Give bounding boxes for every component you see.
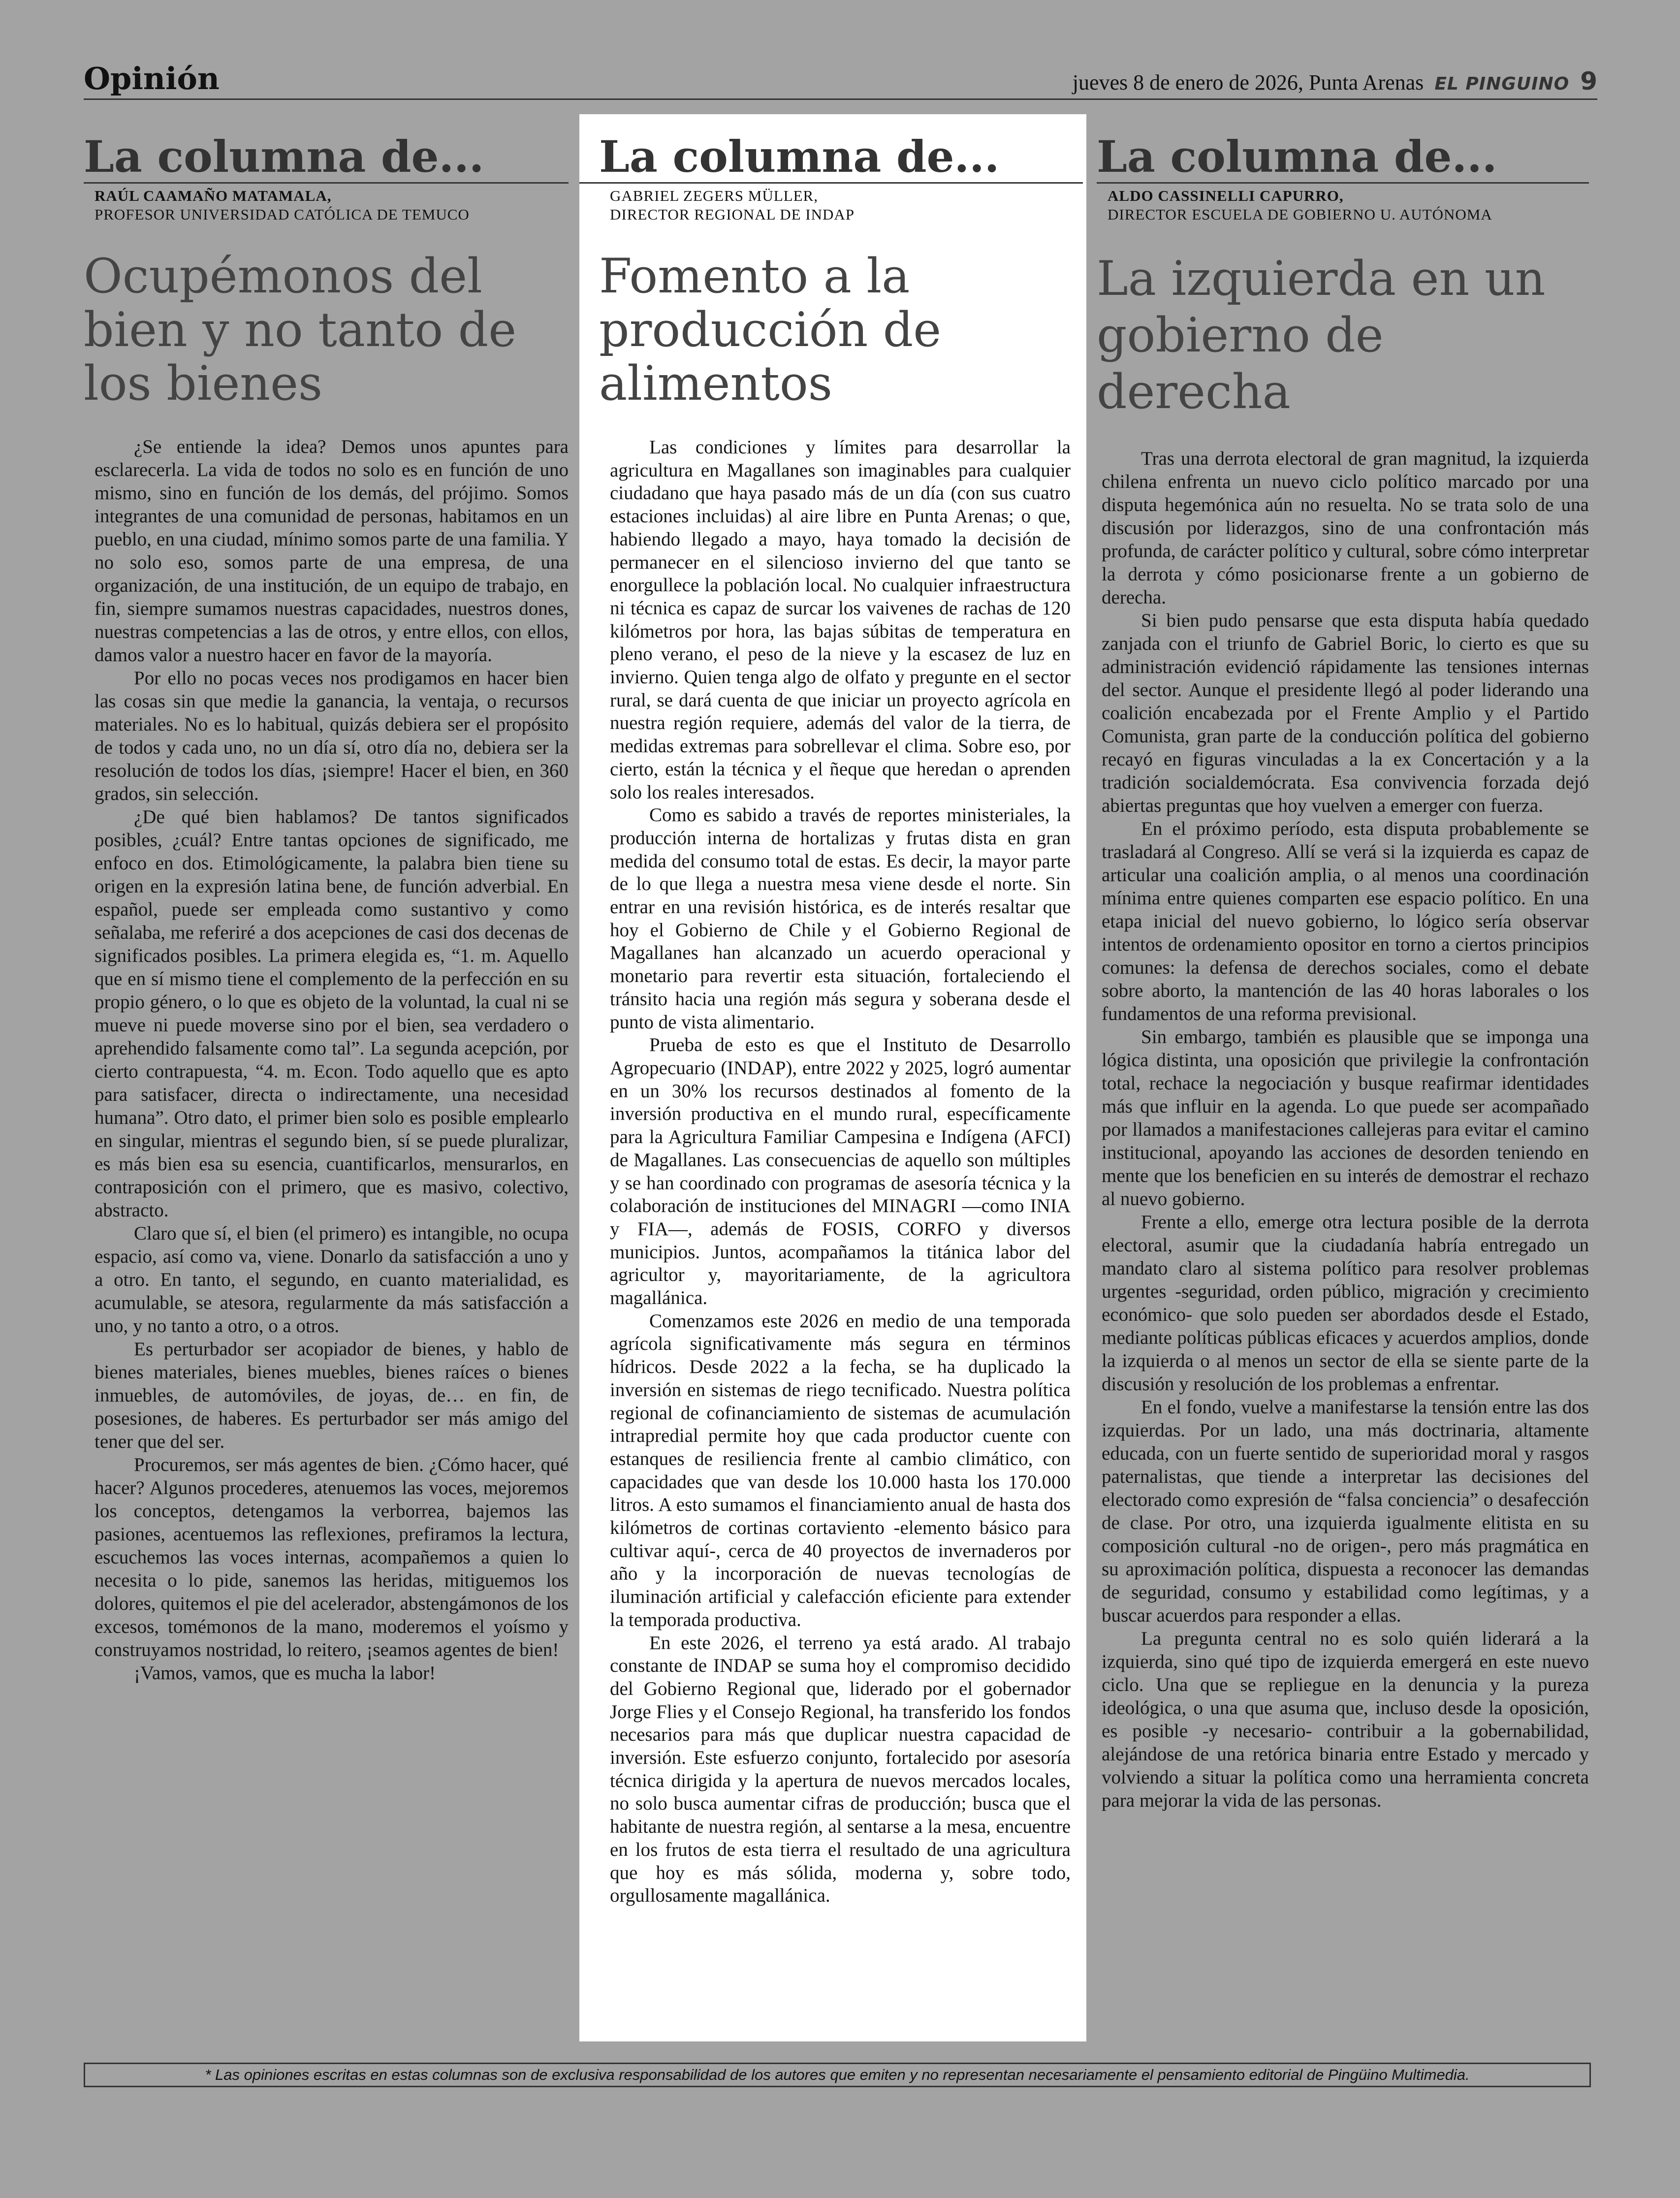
article-body <box>579 436 1086 1908</box>
author-role: DIRECTOR REGIONAL DE INDAP <box>610 206 855 223</box>
disclaimer-footer: * Las opiniones escritas en estas columnas son de exclusiva responsabilidad de los autores que emiten y no representan necesariamente el pensamiento editorial de Pingüino Multimedia. <box>84 2063 1591 2087</box>
paragraph: ¿De qué bien hablamos? De tantos significados posibles, ¿cuál? Entre tantas opciones de significado, me enfoco en dos. Etimológicamente, la palabra bien tiene su origen en la expresión latina bene, de función adverbial. En español, puede ser empleada como sustantivo y como señalaba, me referiré a dos acepciones de casi dos decenas de significados posibles. La primera elegida es, “1. m. Aquello que en sí mismo tiene el complemento de la perfección en su propio género, o lo que es objeto de la voluntad, la cual ni se mueve ni puede moverse sino por el bien, sea verdadero o aprehendido falsamente como tal”. La segunda acepción, por cierto contrapuesta, “4. m. Econ. Todo aquello que es apto para satisfacer, directa o indirectamente, una necesidad humana”. Otro dato, el primer bien solo es posible emplearlo en singular, mientras el segundo bien, sí se puede pluralizar, es más bien esa su esencia, cuantificarlos, mensurarlos, en contraposición con el primero, que es masivo, colectivo, abstracto. <box>95 806 569 1221</box>
paragraph: Como es sabido a través de reportes ministeriales, la producción interna de hortalizas y frutas dista en gran medida del consumo total de estas. Es decir, la mayor parte de lo que llega a nuestra mesa viene desde el norte. Sin entrar en una revisión histórica, es de interés resaltar que hoy el Gobierno de Chile y el Gobierno Regional de Magallanes han alcanzado un acuerdo operacional y monetario para revertir esta situación, fortaleciendo el tránsito hacia una región más segura y soberana desde el punto de vista alimentario. <box>610 804 1071 1033</box>
column-heading: La columna de... <box>1097 114 1589 184</box>
author-byline <box>579 187 1086 224</box>
author-role: PROFESOR UNIVERSIDAD CATÓLICA DE TEMUCO <box>95 206 470 223</box>
paragraph: Es perturbador ser acopiador de bienes, y hablo de bienes materiales, bienes muebles, bienes raíces o bienes inmuebles, de automóviles, de joyas, de… en fin, de posesiones, de haberes. Es perturbador ser más amigo del tener que del ser. <box>95 1338 569 1452</box>
newspaper-logo: EL PINGUINO <box>1434 74 1570 94</box>
paragraph: Si bien pudo pensarse que esta disputa había quedado zanjada con el triunfo de Gabriel Boric, lo cierto es que su administración evidenció rápidamente las tensiones internas del sector. Aunque el presidente llegó al poder liderando una coalición encabezada por el Frente Amplio y el Partido Comunista, gran parte de la conducción política del gobierno recayó en figuras vinculadas a la ex Concertación y a la tradición socialdemócrata. Esa convivencia forzada dejó abiertas preguntas que hoy vuelven a emerger con fuerza. <box>1102 610 1589 816</box>
header-meta <box>1073 67 1597 96</box>
paragraph: En este 2026, el terreno ya está arado. Al trabajo constante de INDAP se suma hoy el compromiso decidido del Gobierno Regional que, liderado por el gobernador Jorge Flies y el Consejo Regional, ha transferido los fondos necesarios para más que duplicar nuestra capacidad de inversión. Este esfuerzo conjunto, fortalecido por asesoría técnica dirigida y la apertura de nuevos mercados locales, no solo busca aumentar cifras de producción; busca que el habitante de nuestra región, al sentarse a la mesa, encuentre en los frutos de esta tierra el resultado de una agricultura que hoy es más sólida, moderna y, sobre todo, orgullosamente magallánica. <box>610 1632 1071 1907</box>
paragraph: Claro que sí, el bien (el primero) es intangible, no ocupa espacio, así como va, viene. Donarlo da satisfacción a uno y a otro. En tanto, el segundo, en cuanto materialidad, es acumulable, se atesora, regularmente da más satisfacción a uno, y no tanto a otro, o a otros. <box>95 1223 569 1337</box>
paragraph: En el fondo, vuelve a manifestarse la tensión entre las dos izquierdas. Por un lado, una más doctrinaria, altamente educada, con un fuerte sentido de superioridad moral y rasgos paternalistas, que tiende a interpretar las decisiones del electorado como expresión de “falsa conciencia” o desafección de clase. Por otro, una izquierda igualmente elitista en su composición cultural -no de origen-, pero más pragmática en su aproximación política, dispuesta a reconocer las demandas de seguridad, consumo y estabilidad como legítimas, y a buscar acuerdos para responder a ellas. <box>1102 1397 1589 1626</box>
paragraph: Prueba de esto es que el Instituto de Desarrollo Agropecuario (INDAP), entre 2022 y 2025, logró aumentar en un 30% los recursos destinados al fomento de la inversión productiva en el mundo rural, específicamente para la Agricultura Familiar Campesina e Indígena (AFCI) de Magallanes. Las consecuencias de aquello son múltiples y se han coordinado con programas de asesoría técnica y la colaboración de instituciones del MINAGRI —como INIA y FIA—, además de FOSIS, CORFO y diversos municipios. Juntos, acompañamos la titánica labor del agricultor y, mayoritariamente, de la agricultora magallánica. <box>610 1034 1071 1309</box>
article-title: La izquierda en un gobierno de derecha <box>1097 251 1546 419</box>
author-name: GABRIEL ZEGERS MÜLLER, <box>610 187 818 204</box>
author-role: DIRECTOR ESCUELA DE GOBIERNO U. AUTÓNOMA <box>1108 206 1492 223</box>
paragraph: Frente a ello, emerge otra lectura posible de la derrota electoral, asumir que la ciudadanía habría entregado un mandato claro al sistema político para resolver problemas urgentes -seguridad, orden público, migración y crecimiento económico- que solo pueden ser abordados desde el Estado, mediante políticas públicas eficaces y acuerdos amplios, donde la izquierda o al menos un sector de ella se siente parte de la discusión y resolución de los problemas a enfrentar. <box>1102 1211 1589 1395</box>
author-byline <box>84 187 569 224</box>
paragraph: Comenzamos este 2026 en medio de una temporada agrícola significativamente más segura en términos hídricos. Desde 2022 a la fecha, se ha duplicado la inversión en sistemas de riego tecnificado. Nuestra política regional de cofinanciamiento de sistemas de acumulación intrapredial permite hoy que cada productor cuente con estanques de resiliencia frente al cambio climático, con capacidades que van desde los 10.000 hasta los 170.000 litros. A esto sumamos el financiamiento anual de hasta dos kilómetros de cortinas cortaviento -elemento básico para cultivar aquí-, cerca de 40 proyectos de invernaderos por año y la incorporación de nuevas tecnologías de iluminación artificial y calefacción eficiente para extender la temporada productiva. <box>610 1310 1071 1630</box>
article-title: Fomento a la producción de alimentos <box>599 249 942 411</box>
article-body <box>84 435 569 1685</box>
column-heading: La columna de... <box>579 114 1083 184</box>
page-header <box>84 58 1597 100</box>
article-title: Ocupémonos del bien y no tanto de los bienes <box>84 249 516 411</box>
paragraph: Procuremos, ser más agentes de bien. ¿Cómo hacer, qué hacer? Algunos procederes, atenuemos las voces, mejoremos los conceptos, detengamos la verborrea, bajemos las pasiones, acentuemos las reflexiones, prefiramos la lectura, escuchemos las voces internas, acompañemos a quien lo necesita o lo pide, sanemos las heridas, mitiguemos los dolores, quitemos el pie del acelerador, abstengámonos de los excesos, tomémonos de la mano, moderemos el yoísmo y construyamos nostridad, lo reitero, ¡seamos agentes de bien! <box>95 1454 569 1660</box>
paragraph: ¿Se entiende la idea? Demos unos apuntes para esclarecerla. La vida de todos no solo es en función de uno mismo, sino en función de los demás, del prójimo. Somos integrantes de una comunidad de personas, habitamos en un pueblo, en una ciudad, mínimo somos parte de una familia. Y no solo eso, somos parte de una empresa, de una organización, de una institución, de un equipo de trabajo, en fin, siempre sumamos nuestras capacidades, nuestros dones, nuestras competencias a las de otros, y entre ellos, con ellos, damos valor a nuestro hacer en favor de la mayoría. <box>95 436 569 666</box>
author-byline <box>1097 187 1589 224</box>
column-heading: La columna de... <box>84 114 569 184</box>
column-1 <box>84 114 569 1685</box>
author-name: ALDO CASSINELLI CAPURRO, <box>1108 187 1344 204</box>
section-name: Opinión <box>84 61 220 96</box>
paragraph: La pregunta central no es solo quién liderará a la izquierda, sino qué tipo de izquierda emergerá en este nuevo ciclo. Una que se repliegue en la denuncia y la pureza ideológica, o una que asuma que, incluso desde la oposición, es posible -y necesario- contribuir a la gobernabilidad, alejándose de una retórica binaria entre Estado y mercado y volviendo a situar la política como una herramienta concreta para mejorar la vida de las personas. <box>1102 1628 1589 1811</box>
paragraph: ¡Vamos, vamos, que es mucha la labor! <box>134 1662 436 1684</box>
paragraph: Por ello no pocas veces nos prodigamos en hacer bien las cosas sin que medie la ganancia, la ventaja, o recursos materiales. No es lo habitual, quizás debiera ser el propósito de todos y cada uno, no un día sí, otro día no, debiera ser la resolución de todos los días, ¡siempre! Hacer el bien, en 360 grados, sin selección. <box>95 668 569 804</box>
date-line: jueves 8 de enero de 2026, Punta Arenas <box>1072 70 1424 95</box>
paragraph: Las condiciones y límites para desarrollar la agricultura en Magallanes son imaginables para cualquier ciudadano que haya pasado más de un día (con sus cuatro estaciones incluidas) al aire libre en Punta Arenas; o que, habiendo llegado a mayo, haya tomado la decisión de permanecer en el silencioso invierno del que tanto se enorgullece la población local. No cualquier infraestructura ni técnica es capaz de surcar los vaivenes de rachas de 120 kilómetros por hora, las bajas súbitas de temperatura en pleno verano, el peso de la nieve y la escasez de luz en invierno. Quien tenga algo de olfato y pregunte en el sector rural, se dará cuenta de que iniciar un proyecto agrícola en nuestra región requiere, además del valor de la tierra, de medidas extremas para sobrellevar el clima. Sobre eso, por cierto, están la técnica y el ñeque que heredan o aprenden solo los reales interesados. <box>610 437 1071 803</box>
column-2 <box>579 114 1086 2041</box>
paragraph: En el próximo período, esta disputa probablemente se trasladará al Congreso. Allí se verá si la izquierda es capaz de articular una coalición amplia, o al menos una coordinación mínima entre quienes comparten ese espacio político. En una etapa inicial del nuevo gobierno, lo lógico sería observar intentos de ordenamiento opositor en torno a ciertos principios comunes: la defensa de derechos sociales, como el debate sobre aborto, la mantención de las 40 horas laborales o los fundamentos de una reforma previsional. <box>1102 818 1589 1024</box>
author-name: RAÚL CAAMAÑO MATAMALA, <box>95 187 332 204</box>
page-number: 9 <box>1580 67 1597 96</box>
paragraph: Tras una derrota electoral de gran magnitud, la izquierda chilena enfrenta un nuevo ciclo político marcado por una disputa hegemónica aún no resuelta. No se trata solo de una discusión por liderazgos, sino de una confrontación más profunda, de carácter político y cultural, sobre cómo interpretar la derrota y cómo posicionarse frente a un gobierno de derecha. <box>1102 448 1589 608</box>
article-body <box>1097 447 1589 1812</box>
paragraph: Sin embargo, también es plausible que se imponga una lógica distinta, una oposición que privilegie la confrontación total, rechace la negociación y busque reafirmar identidades más que influir en la agenda. Lo que puede ser acompañado por llamados a manifestaciones callejeras para evitar el camino institucional, apoyando las acciones de desorden teniendo en mente que los beneficien en su interés de demostrar el rechazo al nuevo gobierno. <box>1102 1026 1589 1210</box>
column-3 <box>1097 114 1589 1812</box>
